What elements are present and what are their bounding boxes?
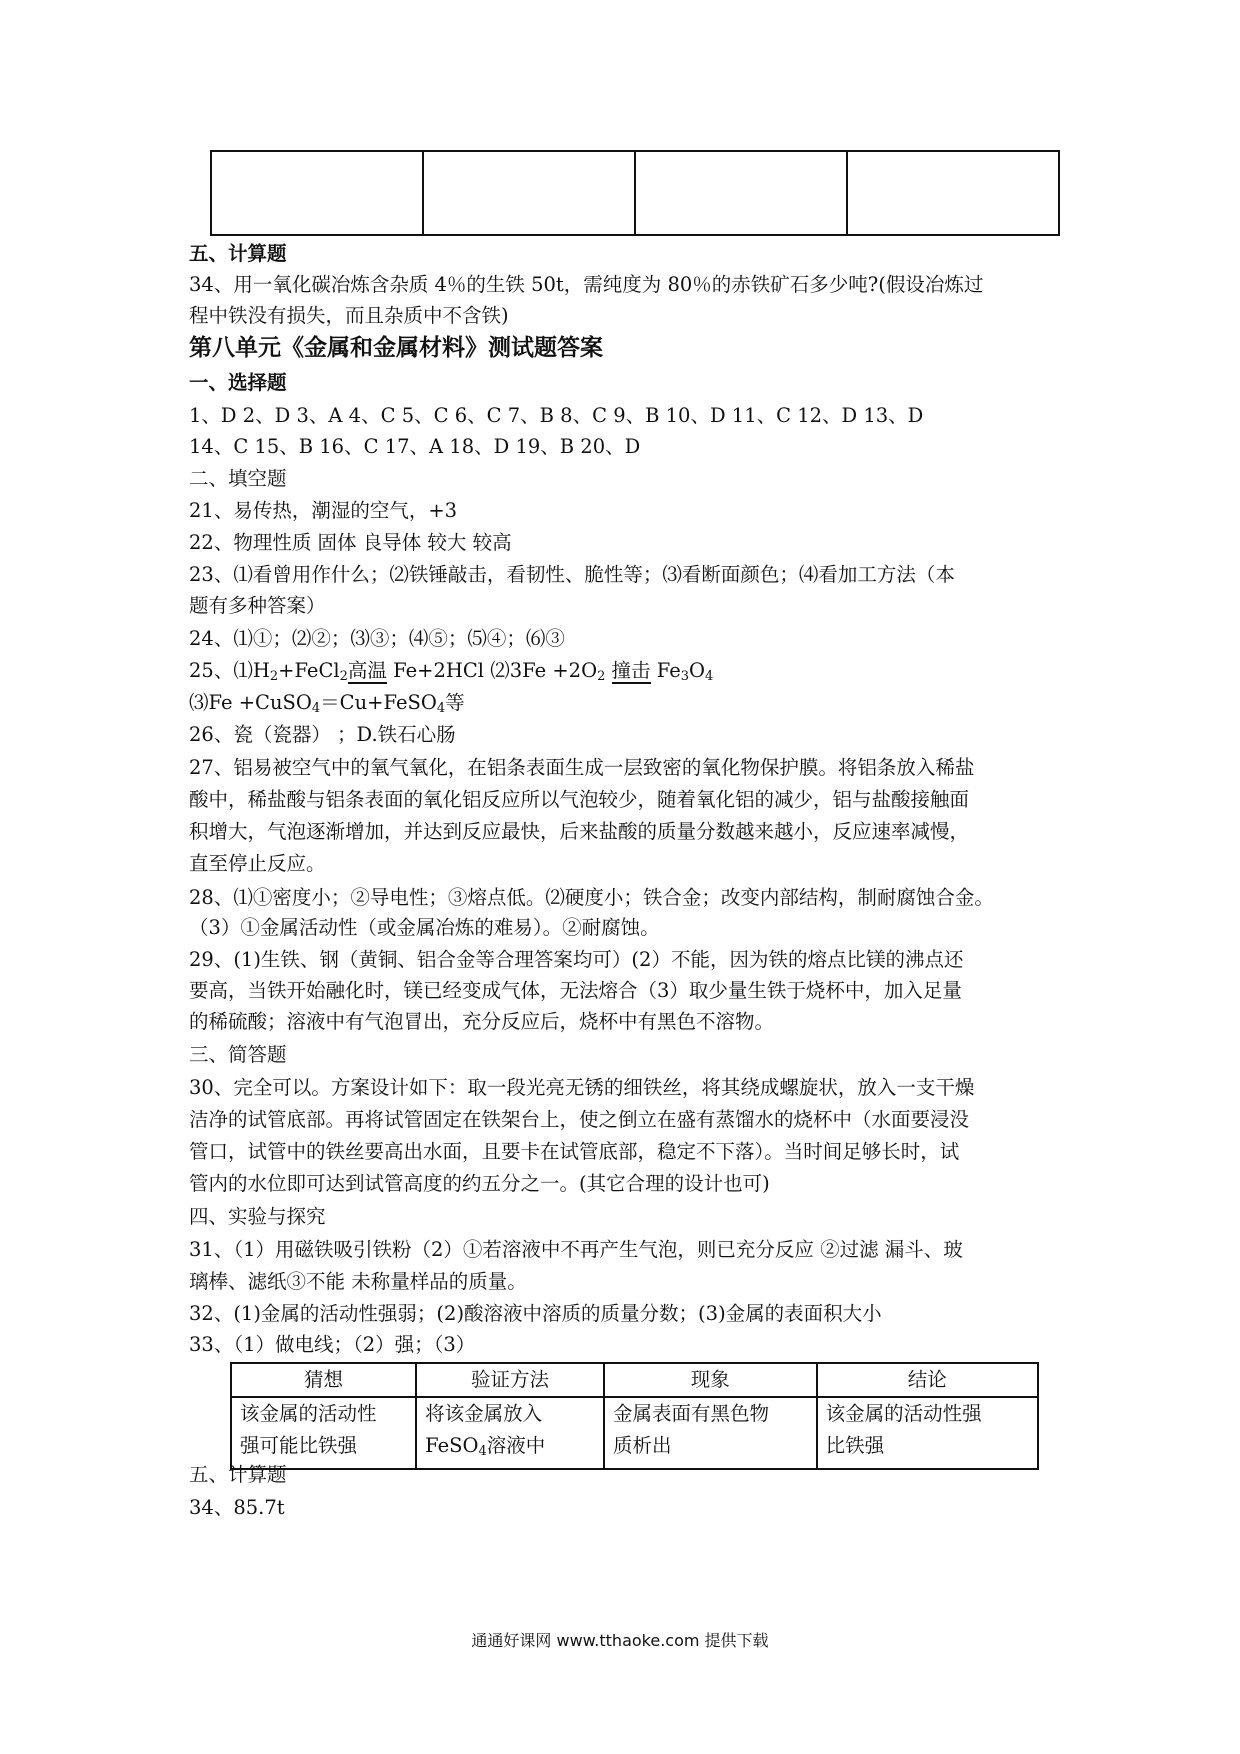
answer-31-line-1: 31、（1）用磁铁吸引铁粉（2）①若溶液中不再产生气泡，则已充分反应 ②过滤 漏斗、玻 [189, 1238, 963, 1261]
blank-cell [847, 151, 1059, 235]
answer-26: 26、瓷（瓷器） ；D.铁石心肠 [189, 723, 456, 746]
table-header-cell: 现象 [604, 1363, 817, 1397]
answer-23-line-2: 题有多种答案） [189, 594, 326, 617]
cell-line [425, 1430, 595, 1468]
answer-27-line-3: 积增大，气泡逐渐增加，并达到反应最快，后来盐酸的质量分数越来越小，反应速率减慢， [189, 820, 970, 843]
answer-31-line-2: 璃棒、滤纸③不能 未称量样品的质量。 [189, 1270, 527, 1293]
table-row [231, 1397, 1038, 1469]
choice-answers-line-2: 14、C 15、B 16、C 17、A 18、D 19、B 20、D [189, 435, 641, 458]
answer-22: 22、物理性质 固体 良导体 较大 较高 [189, 531, 512, 554]
cell-line: 该金属的活动性强 [825, 1402, 982, 1425]
answer-29-line-1: 29、(1)生铁、钢（黄铜、铝合金等合理答案均可）(2）不能，因为铁的熔点比镁的沸点还 [189, 948, 964, 971]
answer-24: 24、⑴①；⑵②；⑶③；⑷⑤；⑸④；⑹③ [189, 627, 565, 650]
a25-text: 25、⑴H [189, 659, 270, 682]
answer-30-line-4: 管内的水位即可达到试管高度的约五分之一。(其它合理的设计也可) [189, 1172, 770, 1195]
answer-30-line-2: 洁净的试管底部。再将试管固定在铁架台上，使之倒立在盛有蒸馏水的烧杯中（水面要浸没 [189, 1108, 970, 1131]
a25-text: ⑶Fe +CuSO [189, 691, 312, 714]
a25-text: Fe+2HCl ⑵3Fe +2O [386, 659, 598, 682]
answer-34: 34、85.7t [189, 1496, 285, 1519]
cell-text: FeSO [425, 1434, 479, 1457]
answer-29-line-3: 的稀硫酸；溶液中有气泡冒出，充分反应后，烧杯中有黑色不溶物。 [189, 1010, 775, 1033]
answer-28-line-2: （3）①金属活动性（或金属冶炼的难易）。②耐腐蚀。 [189, 916, 660, 939]
a25-sub: 4 [311, 701, 321, 716]
table-header-row [231, 1363, 1038, 1397]
answer-title: 第八单元《金属和金属材料》测试题答案 [189, 335, 603, 361]
table-cell-phenomenon [604, 1397, 817, 1469]
answer-25-line-2 [189, 689, 465, 723]
section-calc-title-2: 五、计算题 [189, 1463, 287, 1486]
answer-27-line-2: 酸中，稀盐酸与铝条表面的氧化铝反应所以气泡较少，随着氧化铝的减少，铝与盐酸接触面 [189, 788, 970, 811]
answer-23-line-1: 23、⑴看曾用作什么；⑵铁锤敲击，看韧性、脆性等；⑶看断面颜色；⑷看加工方法（本 [189, 563, 955, 586]
blank-cell [423, 151, 635, 235]
section-experiment-title: 四、实验与探究 [189, 1205, 326, 1228]
reaction-condition-high-temp: 高温 [347, 659, 387, 682]
q34-line-1: 34、用一氧化碳冶炼含杂质 4％的生铁 50t，需纯度为 80％的赤铁矿石多少吨?(假设冶炼过 [189, 273, 984, 296]
a25-text: 等 [445, 691, 465, 714]
cell-line: 该金属的活动性 [240, 1402, 377, 1425]
a25-sub: 2 [339, 669, 348, 684]
answer-21: 21、易传热，潮湿的空气，+3 [189, 499, 458, 522]
top-blank-table [210, 150, 1060, 236]
reaction-condition-impact: 撞击 [611, 659, 651, 682]
answer-30-line-3: 管口，试管中的铁丝要高出水面，且要卡在试管底部，稳定不下落）。当时间足够长时，试 [189, 1140, 960, 1163]
cell-text: 溶液中 [486, 1434, 546, 1457]
a25-sub: 2 [269, 669, 279, 684]
answer-28-line-1: 28、⑴①密度小；②导电性；③熔点低。⑵硬度小；铁合金；改变内部结构，制耐腐蚀合金。 [189, 886, 994, 909]
table-header-cell: 猜想 [231, 1363, 416, 1397]
cell-line: 强可能比铁强 [240, 1434, 358, 1457]
section-fill-title: 二、填空题 [189, 467, 287, 490]
table-header-cell: 结论 [817, 1363, 1038, 1397]
answer-30-line-1: 30、完全可以。方案设计如下：取一段光亮无锈的细铁丝，将其绕成螺旋状，放入一支干燥 [189, 1076, 975, 1099]
section-short-answer-title: 三、简答题 [189, 1043, 287, 1066]
a25-sub: 3 [680, 669, 690, 684]
answer-33-table [230, 1362, 1039, 1470]
choice-answers-line-1: 1、D 2、D 3、A 4、C 5、C 6、C 7、B 8、C 9、B 10、D 11、C 12、D 13、D [189, 404, 924, 427]
q34-line-2: 程中铁没有损失，而且杂质中不含铁) [189, 304, 509, 327]
answer-33: 33、（1）做电线；（2）强；（3） [189, 1333, 476, 1356]
answer-27-line-1: 27、铝易被空气中的氧气氧化，在铝条表面生成一层致密的氧化物保护膜。将铝条放入稀盐 [189, 756, 975, 779]
cell-sub: 4 [478, 1444, 487, 1459]
a25-sub: 2 [597, 669, 606, 684]
blank-cell [211, 151, 423, 235]
a25-sub: 4 [436, 701, 446, 716]
answer-27-line-4: 直至停止反应。 [189, 852, 326, 875]
a25-sub: 4 [705, 669, 714, 684]
cell-line: 金属表面有黑色物 [612, 1402, 769, 1425]
table-header-cell: 验证方法 [416, 1363, 604, 1397]
page-footer: 通通好课网 www.tthaoke.com 提供下载 [471, 1631, 769, 1650]
answer-32: 32、(1)金属的活动性强弱；(2)酸溶液中溶质的质量分数；(3)金属的表面积大小 [189, 1302, 882, 1325]
section-choice-title: 一、选择题 [189, 371, 287, 394]
a25-text: Fe [650, 659, 681, 682]
table-cell-hypothesis [231, 1397, 416, 1469]
section-calc-title: 五、计算题 [189, 242, 287, 265]
cell-line: 质析出 [612, 1434, 672, 1457]
table-cell-conclusion [817, 1397, 1038, 1469]
table-cell-method [416, 1397, 604, 1469]
a25-text: ＝Cu+FeSO [320, 691, 437, 714]
answer-25-line-1 [189, 657, 713, 691]
blank-cell [635, 151, 847, 235]
answer-29-line-2: 要高，当铁开始融化时，镁已经变成气体，无法熔合（3）取少量生铁于烧杯中，加入足量 [189, 979, 962, 1002]
a25-text: +FeCl [278, 659, 340, 682]
a25-text: O [689, 659, 706, 682]
cell-line: 比铁强 [825, 1434, 885, 1457]
cell-line: 将该金属放入 [425, 1402, 543, 1425]
